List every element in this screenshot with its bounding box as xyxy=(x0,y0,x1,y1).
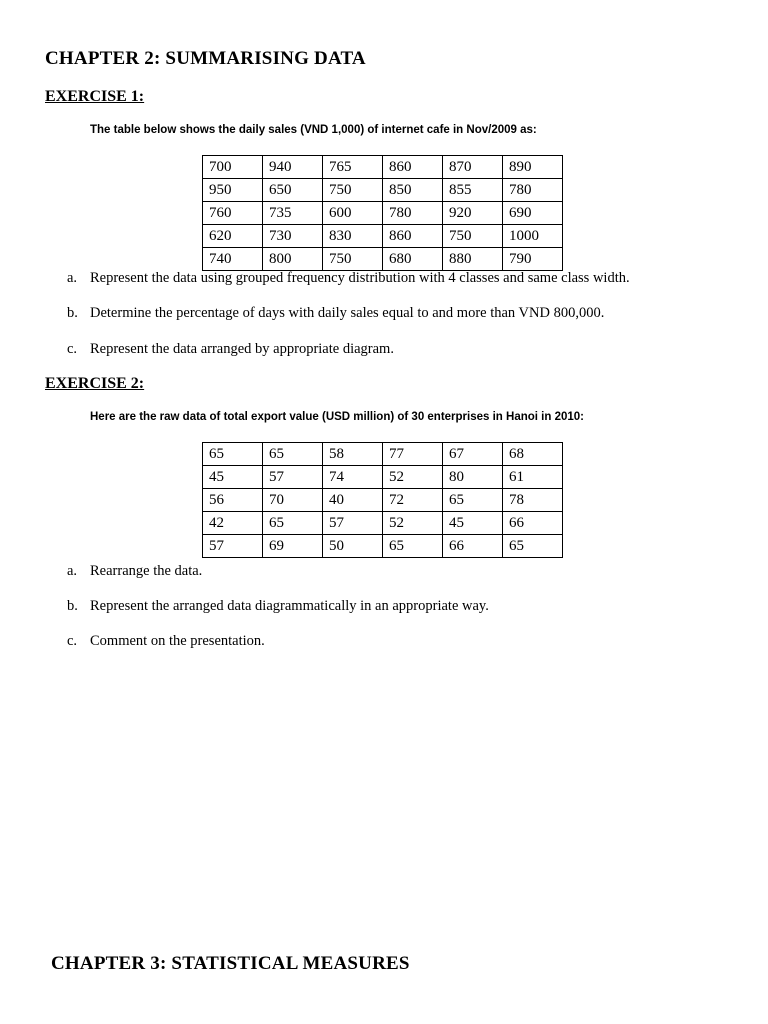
table-cell: 52 xyxy=(383,512,443,535)
exercise-1-title: EXERCISE 1: xyxy=(45,88,145,105)
table-cell: 72 xyxy=(383,489,443,512)
table-cell: 66 xyxy=(503,512,563,535)
table-row xyxy=(203,489,563,512)
table-cell: 57 xyxy=(323,512,383,535)
table-cell: 650 xyxy=(263,179,323,202)
table-row xyxy=(203,202,563,225)
table-cell: 69 xyxy=(263,535,323,558)
table-cell: 65 xyxy=(263,512,323,535)
exercise-1-question-c xyxy=(67,341,394,358)
table-row xyxy=(203,443,563,466)
table-cell: 730 xyxy=(263,225,323,248)
table-cell: 620 xyxy=(203,225,263,248)
table-cell: 78 xyxy=(503,489,563,512)
table-row xyxy=(203,535,563,558)
table-cell: 1000 xyxy=(503,225,563,248)
table-cell: 700 xyxy=(203,156,263,179)
question-text: Determine the percentage of days with daily sales equal to and more than VND 800,000. xyxy=(90,305,605,321)
table-cell: 735 xyxy=(263,202,323,225)
question-text: Represent the data using grouped frequency distribution with 4 classes and same class width. xyxy=(90,270,630,286)
question-letter: a. xyxy=(67,270,78,286)
table-cell: 780 xyxy=(503,179,563,202)
table-cell: 790 xyxy=(503,248,563,271)
exercise-1-question-b xyxy=(67,305,604,322)
exercise-2-data-table xyxy=(202,442,563,558)
table-cell: 57 xyxy=(263,466,323,489)
table-cell: 65 xyxy=(503,535,563,558)
table-cell: 61 xyxy=(503,466,563,489)
table-cell: 65 xyxy=(443,489,503,512)
table-cell: 77 xyxy=(383,443,443,466)
table-cell: 870 xyxy=(443,156,503,179)
table-cell: 750 xyxy=(443,225,503,248)
question-letter: c. xyxy=(67,341,78,357)
table-cell: 680 xyxy=(383,248,443,271)
table-row xyxy=(203,156,563,179)
question-letter: c. xyxy=(67,633,78,649)
table-cell: 800 xyxy=(263,248,323,271)
question-text: Rearrange the data. xyxy=(90,563,203,579)
table-cell: 890 xyxy=(503,156,563,179)
table-cell: 80 xyxy=(443,466,503,489)
table-cell: 67 xyxy=(443,443,503,466)
table-cell: 56 xyxy=(203,489,263,512)
table-cell: 750 xyxy=(323,179,383,202)
chapter-2-title: CHAPTER 2: SUMMARISING DATA xyxy=(45,48,366,69)
table-cell: 74 xyxy=(323,466,383,489)
chapter-3-title: CHAPTER 3: STATISTICAL MEASURES xyxy=(51,953,410,974)
table-cell: 760 xyxy=(203,202,263,225)
table-cell: 940 xyxy=(263,156,323,179)
table-cell: 50 xyxy=(323,535,383,558)
question-letter: b. xyxy=(67,598,78,614)
table-row xyxy=(203,225,563,248)
table-cell: 690 xyxy=(503,202,563,225)
table-cell: 765 xyxy=(323,156,383,179)
table-row xyxy=(203,179,563,202)
table-cell: 57 xyxy=(203,535,263,558)
table-cell: 42 xyxy=(203,512,263,535)
table-cell: 860 xyxy=(383,225,443,248)
question-letter: a. xyxy=(67,563,78,579)
table-cell: 68 xyxy=(503,443,563,466)
table-cell: 750 xyxy=(323,248,383,271)
question-text: Represent the data arranged by appropriate diagram. xyxy=(90,341,394,357)
table-cell: 880 xyxy=(443,248,503,271)
exercise-2-question-b xyxy=(67,598,489,615)
table-cell: 45 xyxy=(443,512,503,535)
exercise-1-intro: The table below shows the daily sales (VND 1,000) of internet cafe in Nov/2009 as: xyxy=(90,124,537,136)
table-cell: 58 xyxy=(323,443,383,466)
question-text: Comment on the presentation. xyxy=(90,633,265,649)
table-cell: 740 xyxy=(203,248,263,271)
exercise-2-title: EXERCISE 2: xyxy=(45,375,145,392)
exercise-1-question-a xyxy=(67,270,630,287)
exercise-2-intro: Here are the raw data of total export value (USD million) of 30 enterprises in Hanoi in 2010: xyxy=(90,411,584,423)
table-cell: 65 xyxy=(383,535,443,558)
table-cell: 860 xyxy=(383,156,443,179)
exercise-1-data-table xyxy=(202,155,563,271)
exercise-2-question-c xyxy=(67,633,265,650)
table-cell: 830 xyxy=(323,225,383,248)
exercise-2-question-a xyxy=(67,563,202,580)
table-cell: 600 xyxy=(323,202,383,225)
table-cell: 66 xyxy=(443,535,503,558)
table-row xyxy=(203,512,563,535)
table-cell: 45 xyxy=(203,466,263,489)
table-cell: 850 xyxy=(383,179,443,202)
table-row xyxy=(203,248,563,271)
table-cell: 40 xyxy=(323,489,383,512)
table-cell: 780 xyxy=(383,202,443,225)
table-cell: 950 xyxy=(203,179,263,202)
table-cell: 52 xyxy=(383,466,443,489)
question-letter: b. xyxy=(67,305,78,321)
table-row xyxy=(203,466,563,489)
question-text: Represent the arranged data diagrammatically in an appropriate way. xyxy=(90,598,489,614)
table-cell: 70 xyxy=(263,489,323,512)
table-cell: 65 xyxy=(263,443,323,466)
table-cell: 920 xyxy=(443,202,503,225)
table-cell: 65 xyxy=(203,443,263,466)
table-cell: 855 xyxy=(443,179,503,202)
